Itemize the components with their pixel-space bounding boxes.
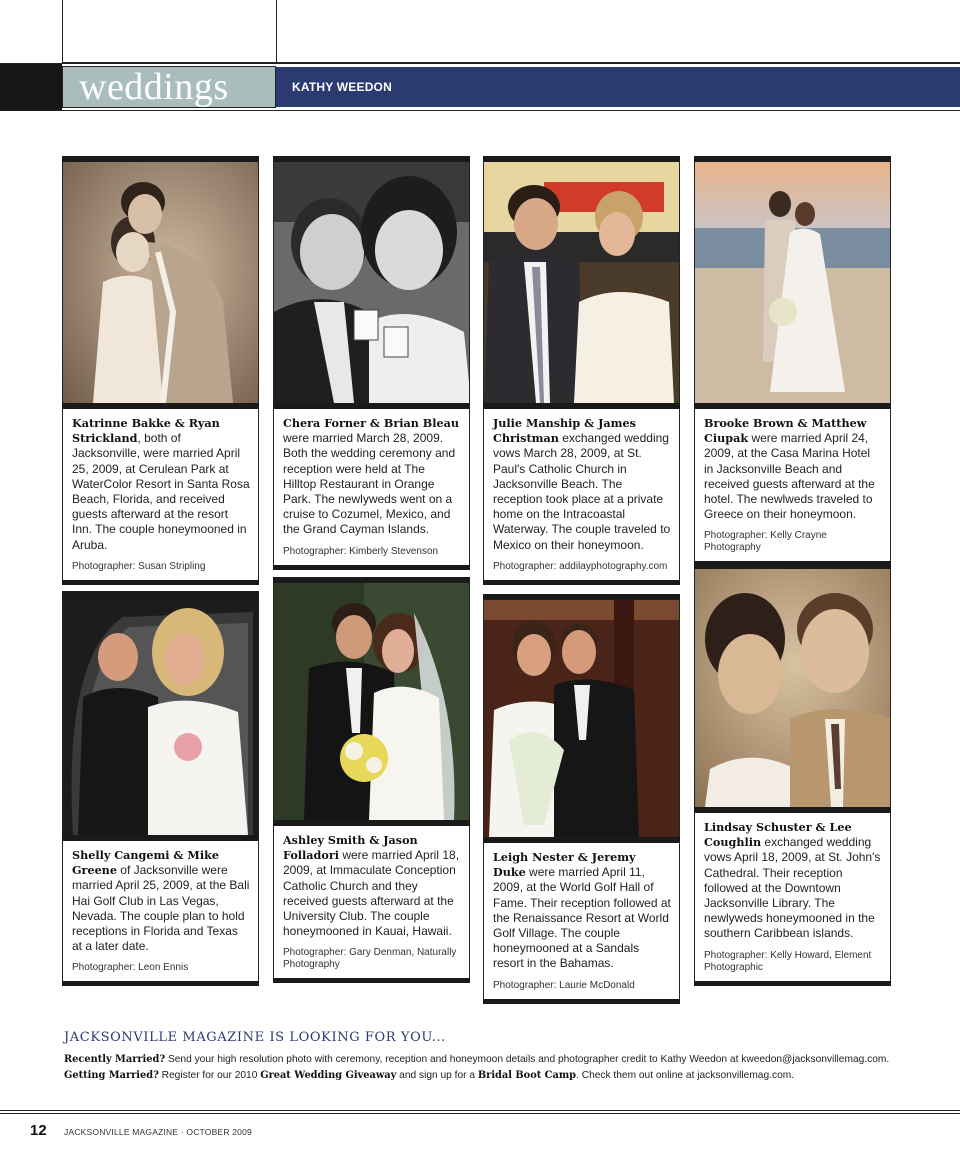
wedding-details: , both of Jacksonville, were married April 25, 2009, at Cerulean Park at WaterColor Resort in Santa Rosa Beach, Florida, and received guests afterward at the resort Inn. The couple honeymooned in Aruba. bbox=[72, 431, 250, 552]
couple-names: Leigh Nester & Jeremy Duke bbox=[493, 850, 636, 880]
couple-names: Julie Manship & James Christman bbox=[493, 416, 636, 446]
couple-photo bbox=[483, 162, 680, 403]
wedding-details: exchanged wedding vows April 18, 2009, at St. John's Cathedral. Their reception followed at the Downtown Jacksonville Library. The newlyweds honeymooned in the southern Caribbean islands. bbox=[704, 835, 881, 941]
wedding-card bbox=[273, 577, 470, 983]
couple-photo bbox=[694, 569, 891, 807]
wedding-card bbox=[483, 156, 680, 585]
couple-photo bbox=[62, 162, 259, 403]
couple-photo bbox=[694, 162, 891, 403]
note-lead: Recently Married? bbox=[64, 1054, 166, 1065]
couple-photo bbox=[483, 600, 680, 837]
header-dark-block bbox=[0, 64, 62, 110]
magazine-issue: JACKSONVILLE MAGAZINE · OCTOBER 2009 bbox=[64, 1127, 252, 1137]
note-text: Send your high resolution photo with ceremony, reception and honeymoon details and photographer credit to Kathy Weedon at kweedon@jacksonvillemag.com. bbox=[165, 1054, 890, 1065]
wedding-card bbox=[483, 594, 680, 1004]
photographer-credit: Photographer: Kelly Crayne Photography bbox=[704, 530, 827, 554]
couple-names: Ashley Smith & Jason Folladori bbox=[283, 833, 418, 863]
couple-photo bbox=[273, 583, 470, 820]
wedding-details: were married April 24, 2009, at the Casa Marina Hotel in Jacksonville Beach and received guests afterward at the hotel. The newlweds traveled to Greece on their honeymoon. bbox=[704, 431, 875, 522]
wedding-card bbox=[694, 156, 891, 566]
photographer-credit: Photographer: Kelly Howard, Element Photographic bbox=[704, 949, 872, 973]
wedding-details: of Jacksonville were married April 25, 2009, at the Bali Hai Golf Club in Las Vegas, Nevada. The couple plan to hold receptions in Florida and Texas at a later date. bbox=[72, 863, 250, 954]
wedding-card bbox=[62, 156, 259, 585]
couple-names: Shelly Cangemi & Mike Greene bbox=[72, 848, 219, 878]
wedding-details: were married March 28, 2009. Both the wedding ceremony and reception were held at The Hilltop Restaurant in Orange Park. The newlyweds went on a cruise to Cozumel, Mexico, and the Grand Cayman Islands. bbox=[283, 431, 456, 537]
wedding-caption bbox=[273, 409, 470, 565]
footer-rule bbox=[0, 1113, 960, 1114]
wedding-details: exchanged wedding vows March 28, 2009, at St. Paul's Catholic Church in Jacksonville Beach. The reception took place at a private home on the Intracoastal Waterway. The couple traveled to Mexico on their honeymoon. bbox=[493, 431, 671, 552]
wedding-card bbox=[273, 156, 470, 570]
wedding-card bbox=[62, 591, 259, 986]
photographer-credit: Photographer: Susan Stripling bbox=[72, 560, 206, 572]
couple-photo bbox=[273, 162, 470, 403]
frame-line bbox=[276, 0, 277, 62]
author-byline: KATHY WEEDON bbox=[292, 80, 392, 94]
photographer-credit: Photographer: addilayphotography.com bbox=[493, 560, 668, 572]
wedding-caption bbox=[273, 826, 470, 978]
wedding-card bbox=[694, 563, 891, 986]
wedding-caption bbox=[483, 409, 680, 580]
photographer-credit: Photographer: Laurie McDonald bbox=[493, 979, 635, 991]
wedding-caption bbox=[694, 409, 891, 561]
note-text: . Check them out online at jacksonvillemag.com. bbox=[576, 1070, 795, 1081]
couple-names: Lindsay Schuster & Lee Coughlin bbox=[704, 820, 852, 850]
couple-names: Katrinne Bakke & Ryan Strickland bbox=[72, 416, 220, 446]
header-rule bbox=[0, 110, 960, 111]
wedding-caption bbox=[62, 409, 259, 580]
couple-names: Chera Forner & Brian Bleau bbox=[283, 416, 460, 430]
note-text: Register for our 2010 bbox=[158, 1070, 261, 1081]
photographer-credit: Photographer: Gary Denman, Naturally Photography bbox=[283, 947, 457, 971]
getting-married-note bbox=[64, 1070, 794, 1081]
wedding-details: were married April 18, 2009, at Immaculate Conception Catholic Church and they received guests afterward at the University Club. The couple honeymooned in Kauai, Hawaii. bbox=[283, 848, 460, 939]
note-lead: Getting Married? bbox=[64, 1070, 159, 1081]
couple-names: Brooke Brown & Matthew Ciupak bbox=[704, 416, 867, 446]
note-text: and sign up for a bbox=[396, 1070, 478, 1081]
wedding-caption bbox=[62, 841, 259, 981]
couple-photo bbox=[62, 597, 259, 835]
frame-line bbox=[62, 0, 63, 62]
wedding-caption bbox=[483, 843, 680, 999]
note-bold: Bridal Boot Camp bbox=[477, 1070, 577, 1081]
note-bold: Great Wedding Giveaway bbox=[260, 1070, 397, 1081]
page-number: 12 bbox=[30, 1122, 47, 1139]
recently-married-note bbox=[64, 1054, 889, 1065]
call-to-action-heading: JACKSONVILLE MAGAZINE IS LOOKING FOR YOU... bbox=[64, 1030, 446, 1045]
section-title: weddings bbox=[62, 66, 276, 108]
photographer-credit: Photographer: Kimberly Stevenson bbox=[283, 545, 439, 557]
footer-rule bbox=[0, 1110, 960, 1111]
wedding-details: were married April 11, 2009, at the World Golf Hall of Fame. Their reception followed at the Renaissance Resort at World Golf Village. The couple honeymooned at a Sandals resort in the Bahamas. bbox=[493, 865, 671, 971]
wedding-caption bbox=[694, 813, 891, 981]
photographer-credit: Photographer: Leon Ennis bbox=[72, 962, 189, 974]
header-rule bbox=[0, 63, 960, 64]
